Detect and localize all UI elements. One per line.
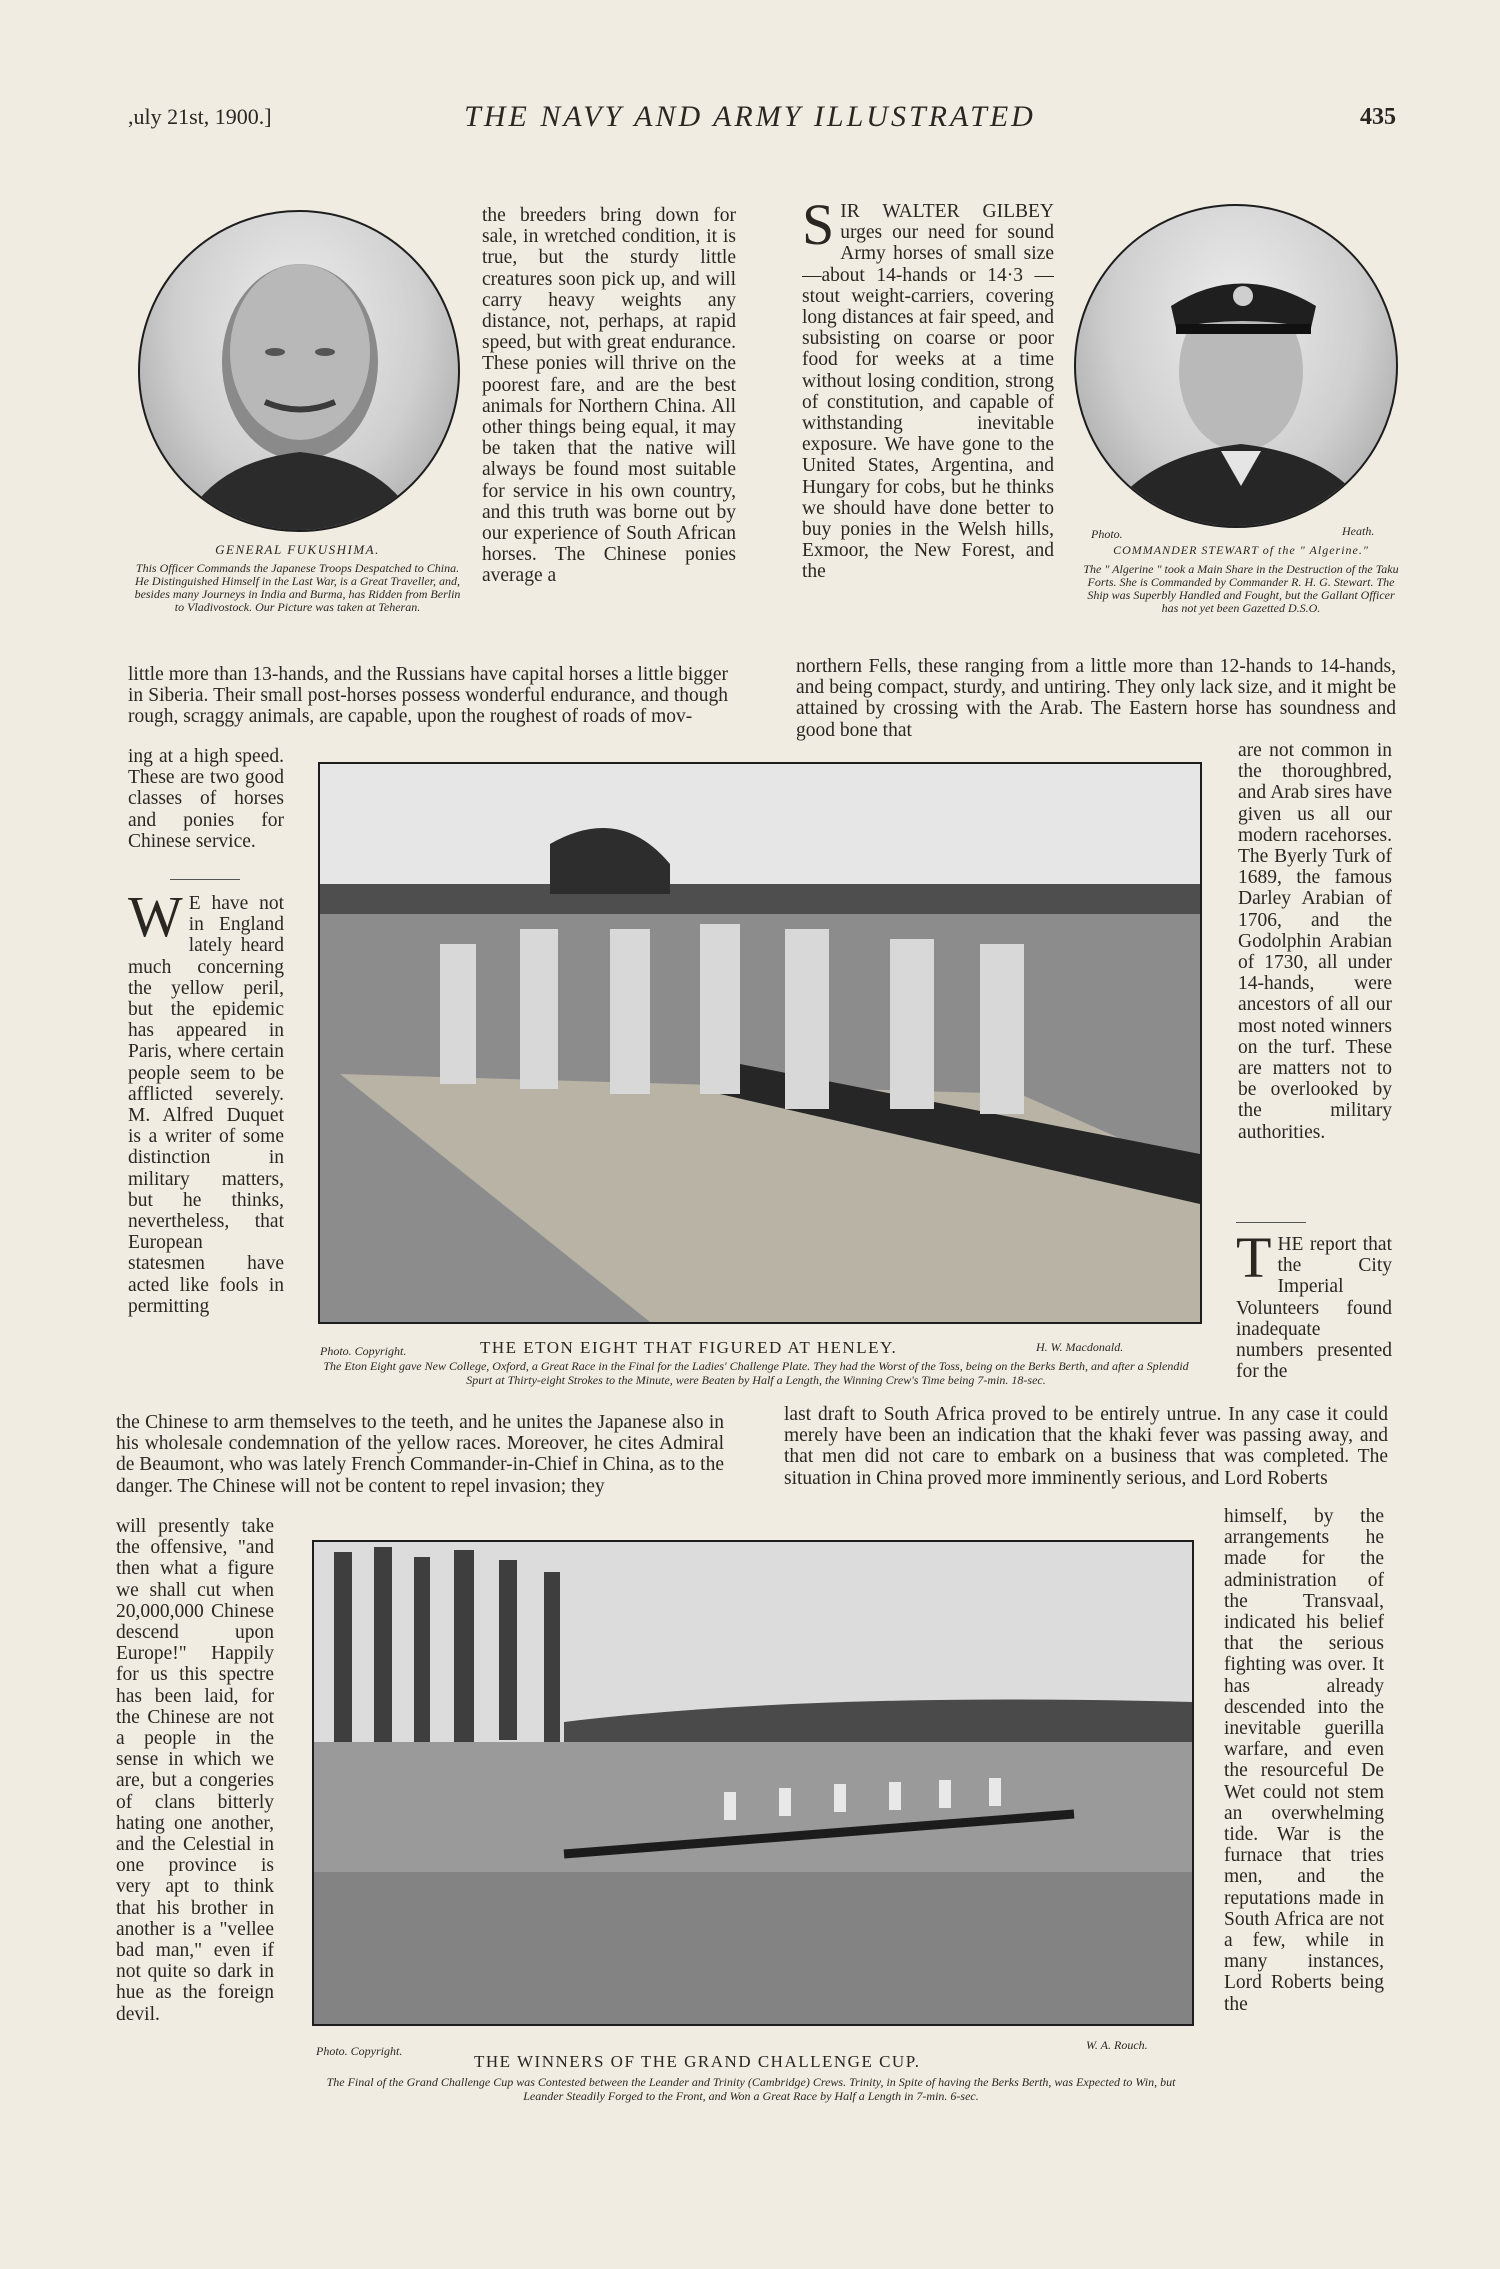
text-band-2: the Chinese to arm themselves to the teeth, and he unites the Japanese also in his wholesale condemnation of the yellow races. Moreover, he cites Admiral de Beaumont, who was lately French Commander-in-Chief in China, as to the danger. The Chinese will not be content to repel invasion; they [116, 1412, 724, 1497]
dropcap-s: S [802, 201, 835, 257]
issue-date: ,uly 21st, 1900.] [128, 104, 272, 129]
photo1-credit: Photo. Copyright. [320, 1344, 407, 1358]
portrait-right-photographer: Heath. [1342, 524, 1375, 538]
dropcap-w: W [128, 893, 183, 949]
portrait-left-name: GENERAL FUKUSHIMA. [215, 542, 380, 557]
photo-eton-eight [318, 762, 1202, 1324]
photo2-photographer: W. A. Rouch. [1086, 2038, 1148, 2052]
column-1c-text: will presently take the offensive, "and then what a figure we shall cut when 20,000,000 Chinese descend upon Europe!" Happily for us this spectre has been laid, for the Chinese are not a people in the sense in which we are, but a congeries of clans bitterly hating one another, and the Celestial in one province is very apt to think that his brother in another is a "vellee bad man," even if not quite so dark in hue as the foreign devil. [116, 1516, 274, 2025]
column-4c-text: himself, by the arrangements he made for the administration of the Transvaal, indicated his belief that the serious fighting was over. It has already descended into the inevitable guerilla warfare, and even the resourceful De Wet could not stem an overwhelming tide. War is the furnace that tries men, and the reputations made in South Africa are not a few, while in many instances, Lord Roberts being the [1224, 1506, 1384, 2015]
photo2-credit: Photo. Copyright. [316, 2044, 403, 2058]
portrait-right-photo-label: Photo. [1091, 527, 1123, 541]
text-band-4: last draft to South Africa proved to be entirely untrue. In any case it could merely have been an indication that the khaki fever was passing away, and that men did not care to embark on a business that was completed. The situation in China proved more imminently serious, and Lord Roberts [784, 1404, 1388, 1489]
column-3-text: SIR WALTER GILBEY urges our need for sound Army horses of small size—about 14-hands or 14·3 —stout weight-carriers, covering long distances at fair speed, and subsisting on coarse or poor food for weeks at a time without losing condition, strong of constitution, and capable of withstanding inevitable exposure. We have gone to the United States, Argentina, and Hungary for cobs, but he thinks we should have done better to buy ponies in the Welsh hills, Exmoor, the New Forest, and the [802, 201, 1054, 583]
portrait-right-caption: The " Algerine " took a Main Share in the Destruction of the Taku Forts. She is Commanded by Commander R. H. G. Stewart. The Ship was Superbly Handled and Fought, but the Gallant Officer has not yet been Gazetted D.S.O. [1083, 562, 1399, 615]
dropcap-t: T [1236, 1234, 1272, 1290]
portrait-figure [1076, 206, 1396, 526]
section-divider [170, 879, 240, 880]
photo-grand-challenge-cup [312, 1540, 1194, 2026]
text-band-3: northern Fells, these ranging from a little more than 12-hands to 14-hands, and being compact, sturdy, and untiring. They only lack size, and it might be attained by crossing with the Arab. The Eastern horse has soundness and good bone that [796, 656, 1396, 741]
photo-eton-eight-illustration [320, 764, 1200, 1322]
photo1-caption: The Eton Eight gave New College, Oxford, a Great Race in the Final for the Ladies' Challenge Plate. They had the Worst of the Toss, being on the Berks Berth, and after a Splendid Spurt at Thirty-eight Strokes to the Minute, were Beaten by Half a Length, the Winning Crew's Time being 7-min. 18-sec. [323, 1359, 1189, 1387]
column-2-text: the breeders bring down for sale, in wretched condition, it is true, but the sturdy little creatures soon pick up, and will carry heavy weights any distance, not, perhaps, at rapid speed, but with great endurance. These ponies will thrive on the poorest fare, and are the best animals for Northern China. All other things being equal, it may be taken that the native will always be found most suitable for service in his own country, and this truth was borne out by our experience of South African horses. The Chinese ponies average a [482, 205, 736, 587]
portrait-left-caption: This Officer Commands the Japanese Troops Despatched to China. He Distinguished Himself in the Last War, is a Great Traveller, and, besides many Journeys in India and Burma, has Ridden from Berlin to Vladivostock. Our Picture was taken at Teheran. [134, 561, 461, 614]
column-4a-text: are not common in the thoroughbred, and Arab sires have given us all our modern racehorses. The Byerly Turk of 1689, the famous Darley Arabian of 1706, and the Godolphin Arabian of 1730, all under 14-hands, were ancestors of all our most noted winners on the turf. These are matters not to be overlooked by the military authorities. [1238, 740, 1392, 1143]
publication-title: THE NAVY AND ARMY ILLUSTRATED [464, 100, 1036, 133]
page-number: 435 [1360, 104, 1396, 130]
photo-grand-challenge-cup-illustration [314, 1542, 1192, 2024]
portrait-right-name: COMMANDER STEWART of the " Algerine." [1113, 543, 1369, 557]
portrait-figure [140, 212, 458, 530]
column-1a-text: ing at a high speed. These are two good classes of horses and ponies for Chinese service. [128, 746, 284, 852]
photo1-title: THE ETON EIGHT THAT FIGURED AT HENLEY. [480, 1338, 898, 1357]
portrait-general-fukushima [138, 210, 460, 532]
column-4b-text: THE report that the City Imperial Volunteers found inadequate numbers presented for the [1236, 1234, 1392, 1383]
photo2-caption: The Final of the Grand Challenge Cup was Contested between the Leander and Trinity (Cambridge) Crews. Trinity, in Spite of having the Berks Berth, was Expected to Win, but Leander Steadily Forged to the Front, and Won a Great Race by Half a Length in 7-min. 6-sec. [326, 2075, 1176, 2103]
portrait-commander-stewart [1074, 204, 1398, 528]
column-1b-text: W E have not in England lately heard much concerning the yellow peril, but the epidemic has appeared in Paris, where certain people seem to be afflicted severely. M. Alfred Duquet is a writer of some distinction in military matters, but he thinks, nevertheless, that European statesmen have acted like fools in permitting [128, 893, 284, 1317]
section-divider [1236, 1222, 1306, 1223]
photo2-title: THE WINNERS OF THE GRAND CHALLENGE CUP. [474, 2052, 921, 2071]
text-band-1: little more than 13-hands, and the Russians have capital horses a little bigger in Siberia. Their small post-horses possess wonderful endurance, and though rough, scraggy animals, are capable, upon the roughest of roads of mov- [128, 664, 728, 728]
photo1-photographer: H. W. Macdonald. [1036, 1340, 1124, 1354]
